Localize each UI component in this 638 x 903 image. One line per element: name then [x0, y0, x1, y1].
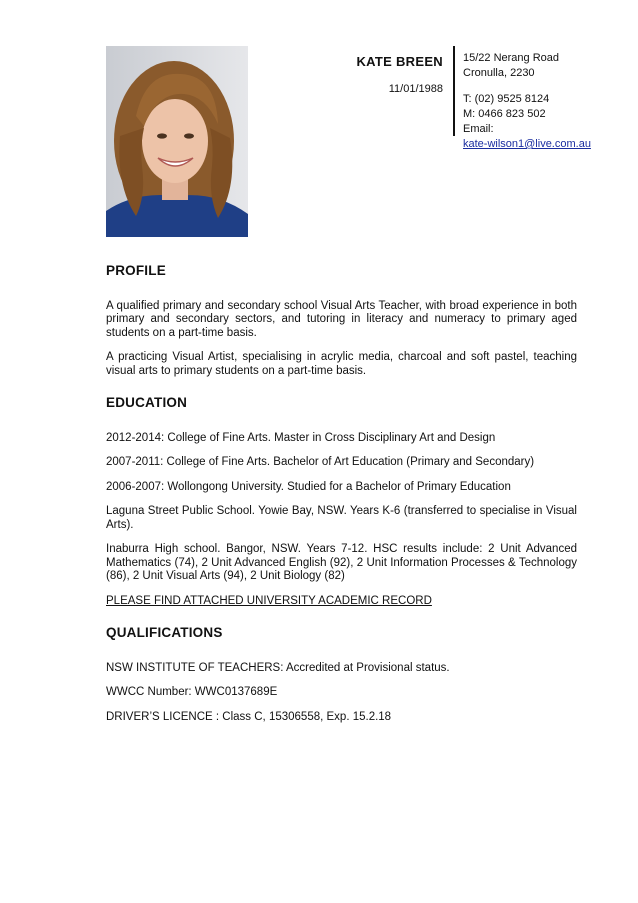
email-link[interactable]: kate-wilson1@live.com.au: [463, 138, 591, 150]
qualification-item: NSW INSTITUTE OF TEACHERS: Accredited at Provisional status.: [106, 661, 450, 674]
profile-paragraph: A qualified primary and secondary school Visual Arts Teacher, with broad experience in both primary and secondary sectors, and tutoring in literacy and numeracy to primary aged students on a part-time basis.: [106, 299, 577, 339]
address-line-2: Cronulla, 2230: [463, 67, 535, 79]
education-item: Inaburra High school. Bangor, NSW. Years 7-12. HSC results include: 2 Unit Advanced Mathematics (74), 2 Unit Advanced English (92), 2 Unit Information Processes & Technology (86), 2 Unit Visual Arts (94), 2 Unit Biology (82): [106, 543, 577, 582]
education-item: 2006-2007: Wollongong University. Studied for a Bachelor of Primary Education: [106, 480, 511, 493]
date-of-birth: 11/01/1988: [388, 83, 443, 95]
qualifications-section: [106, 626, 577, 724]
cv-body: [106, 264, 577, 735]
contact-block: [463, 51, 591, 152]
phone: T: (02) 9525 8124: [463, 93, 550, 105]
profile-heading: PROFILE: [106, 263, 166, 278]
profile-section: [106, 264, 577, 378]
qualifications-heading: QUALIFICATIONS: [106, 625, 223, 640]
education-item: 2007-2011: College of Fine Arts. Bachelor of Art Education (Primary and Secondary): [106, 456, 535, 468]
education-heading: EDUCATION: [106, 395, 188, 410]
profile-paragraph: A practicing Visual Artist, specialising in acrylic media, charcoal and soft pastel, teaching visual arts to primary students on a part-time basis.: [106, 351, 577, 377]
header-divider: [453, 46, 455, 136]
qualification-item: WWCC Number: WWC0137689E: [106, 686, 278, 698]
email-label: Email:: [463, 123, 494, 135]
education-section: [106, 396, 577, 608]
profile-photo: [106, 46, 248, 237]
mobile: M: 0466 823 502: [463, 108, 546, 120]
academic-record-note: PLEASE FIND ATTACHED UNIVERSITY ACADEMIC RECORD: [106, 594, 432, 607]
education-item: Laguna Street Public School. Yowie Bay, NSW. Years K-6 (transferred to specialise in Visual Arts).: [106, 505, 577, 531]
education-item: 2012-2014: College of Fine Arts. Master in Cross Disciplinary Art and Design: [106, 431, 496, 444]
qualification-item: DRIVER’S LICENCE : Class C, 15306558, Exp. 15.2.18: [106, 710, 392, 723]
candidate-name: KATE BREEN: [356, 54, 443, 69]
address-line-1: 15/22 Nerang Road: [463, 52, 560, 64]
